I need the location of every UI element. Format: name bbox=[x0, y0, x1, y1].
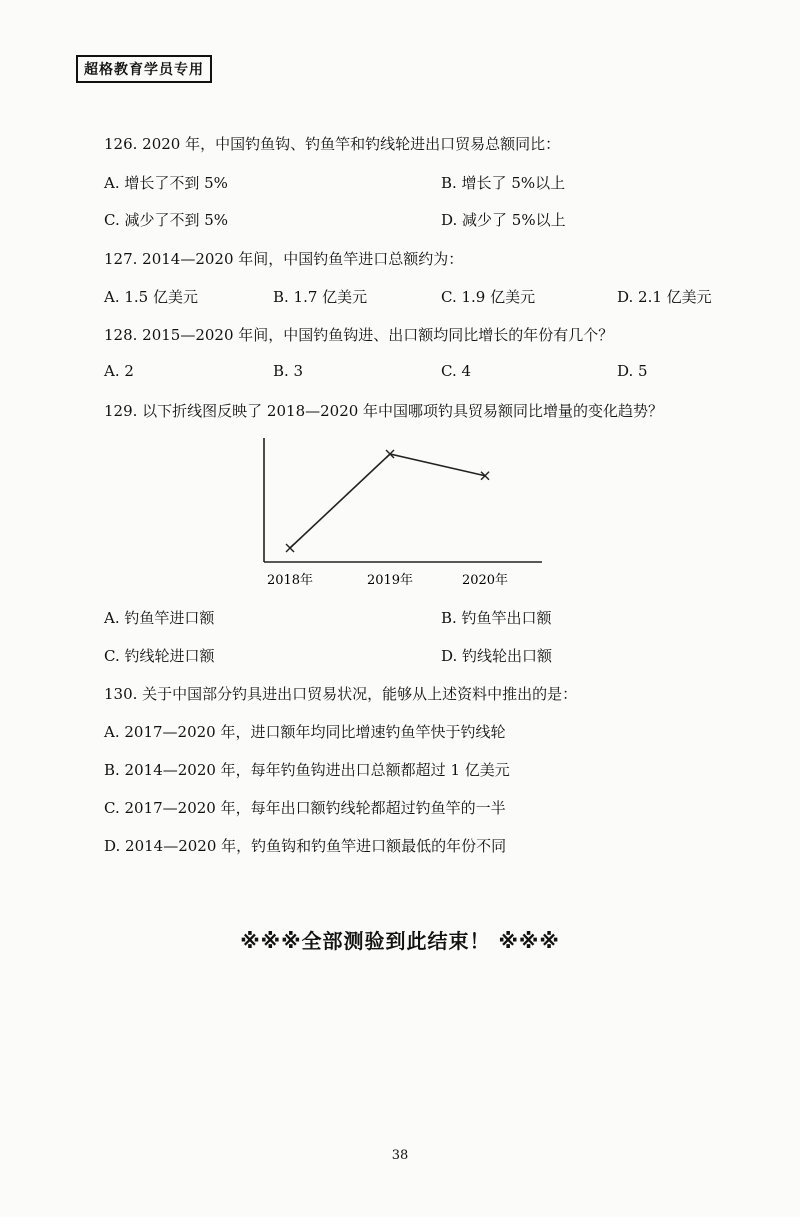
question-130-option-d[interactable]: D. 2014—2020 年，钓鱼钩和钓鱼竿进口额最低的年份不同 bbox=[104, 837, 507, 855]
data-point-marker bbox=[286, 544, 294, 552]
end-of-test-banner: ※※※全部测验到此结束！ ※※※ bbox=[240, 929, 560, 953]
question-129-stem: 129. 以下折线图反映了 2018—2020 年中国哪项钓具贸易额同比增量的变化趋势？ bbox=[104, 402, 664, 420]
question-130-option-a[interactable]: A. 2017—2020 年，进口额年均同比增速钓鱼竿快于钓线轮 bbox=[104, 723, 506, 741]
question-126-option-c[interactable]: C. 减少了不到 5% bbox=[104, 211, 229, 229]
question-126-stem: 126. 2020 年，中国钓鱼钩、钓鱼竿和钓线轮进出口贸易总额同比： bbox=[104, 135, 561, 153]
question-130-option-c[interactable]: C. 2017—2020 年，每年出口额钓线轮都超过钓鱼竿的一半 bbox=[104, 799, 506, 817]
question-126-option-a[interactable]: A. 增长了不到 5% bbox=[104, 174, 228, 192]
question-130-stem: 130. 关于中国部分钓具进出口贸易状况，能够从上述资料中推出的是： bbox=[104, 685, 578, 703]
x-tick-label: 2019年 bbox=[366, 573, 414, 588]
question-127-option-a[interactable]: A. 1.5 亿美元 bbox=[104, 288, 198, 306]
question-129-option-a[interactable]: A. 钓鱼竿进口额 bbox=[104, 609, 215, 627]
question-127-option-b[interactable]: B. 1.7 亿美元 bbox=[273, 288, 368, 306]
page-number: 38 bbox=[391, 1148, 409, 1163]
x-tick-label: 2018年 bbox=[266, 573, 314, 588]
question-127-stem: 127. 2014—2020 年间，中国钓鱼竿进口总额约为： bbox=[104, 250, 464, 268]
question-128-option-c[interactable]: C. 4 bbox=[441, 362, 472, 380]
x-tick-label: 2020年 bbox=[461, 573, 509, 588]
question-126-option-b[interactable]: B. 增长了 5%以上 bbox=[441, 174, 566, 192]
question-128-option-a[interactable]: A. 2 bbox=[104, 362, 134, 380]
line-chart bbox=[250, 436, 550, 596]
question-126-option-d[interactable]: D. 减少了 5%以上 bbox=[441, 211, 566, 229]
question-128-option-d[interactable]: D. 5 bbox=[617, 362, 648, 380]
series-line bbox=[290, 454, 485, 548]
question-129-option-c[interactable]: C. 钓线轮进口额 bbox=[104, 647, 215, 665]
question-127-option-d[interactable]: D. 2.1 亿美元 bbox=[617, 288, 712, 306]
question-128-stem: 128. 2015—2020 年间，中国钓鱼钩进、出口额均同比增长的年份有几个？ bbox=[104, 326, 614, 344]
question-128-option-b[interactable]: B. 3 bbox=[273, 362, 304, 380]
question-127-option-c[interactable]: C. 1.9 亿美元 bbox=[441, 288, 536, 306]
header-stamp: 超格教育学员专用 bbox=[76, 55, 212, 83]
question-130-option-b[interactable]: B. 2014—2020 年，每年钓鱼钩进出口总额都超过 1 亿美元 bbox=[104, 761, 510, 779]
question-129-option-d[interactable]: D. 钓线轮出口额 bbox=[441, 647, 553, 665]
question-129-option-b[interactable]: B. 钓鱼竿出口额 bbox=[441, 609, 552, 627]
